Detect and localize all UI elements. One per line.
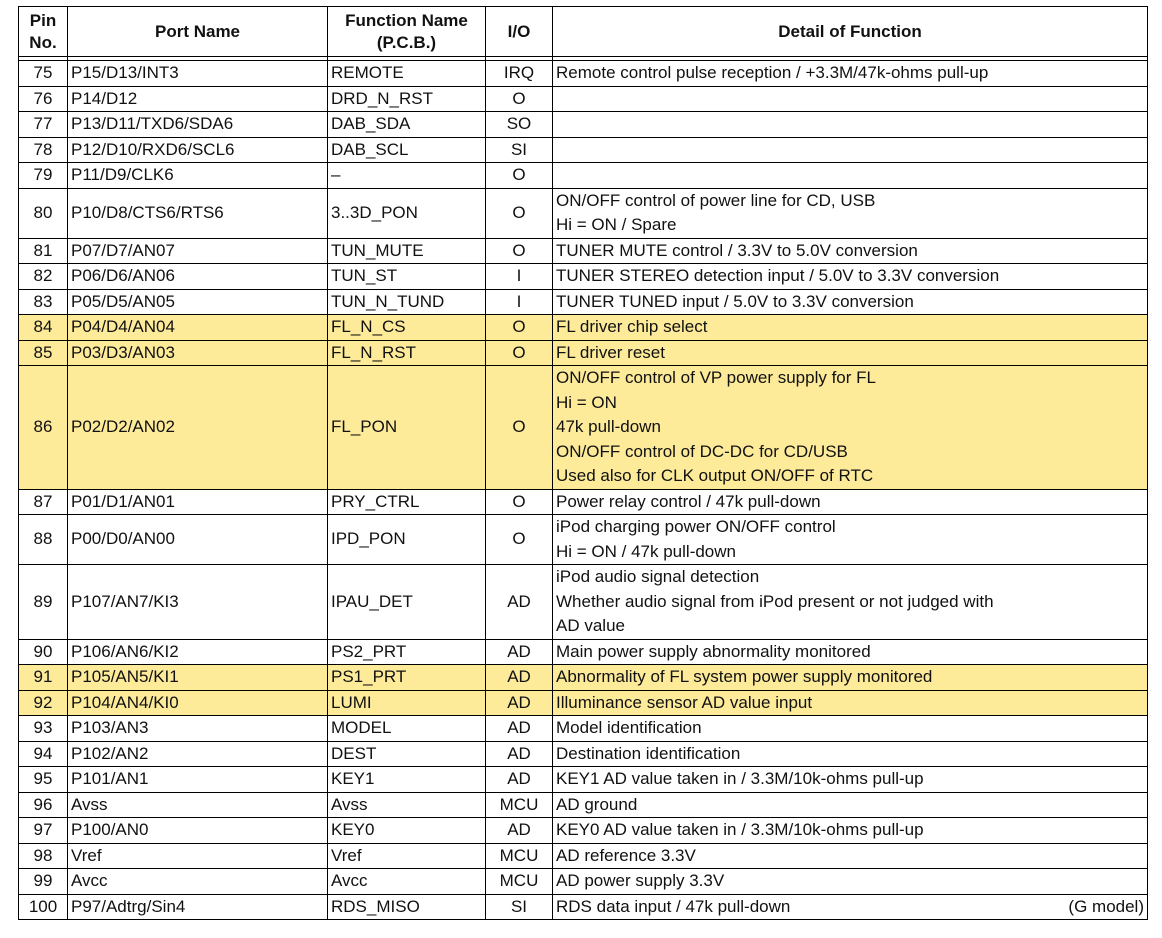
detail-line: Model identification [556,718,702,737]
pin-number-cell: 94 [19,741,68,767]
pin-number-cell: 86 [19,366,68,490]
function-name-cell: FL_PON [328,366,486,490]
detail-cell [553,565,1148,640]
header-function-name [328,7,486,57]
io-cell: MCU [486,869,553,895]
detail-line: TUNER TUNED input / 5.0V to 3.3V conversion [556,291,914,311]
port-name-cell: P11/D9/CLK6 [68,163,328,189]
detail-cell [553,112,1148,138]
port-name-cell: P13/D11/TXD6/SDA6 [68,112,328,138]
detail-cell [553,264,1148,290]
detail-line: Remote control pulse reception / +3.3M/47k-ohms pull-up [556,63,989,82]
io-cell: MCU [486,792,553,818]
port-name-cell: P97/Adtrg/Sin4 [68,894,328,920]
io-cell: MCU [486,843,553,869]
detail-cell [553,188,1148,238]
table-row [19,639,1148,665]
table-row [19,137,1148,163]
function-name-cell: RDS_MISO [328,894,486,920]
port-name-cell: Avss [68,792,328,818]
function-name-cell: Avss [328,792,486,818]
table-row [19,289,1148,315]
detail-cell [553,665,1148,691]
detail-cell [553,792,1148,818]
io-cell: SI [486,137,553,163]
table-body [19,57,1148,920]
table-row [19,515,1148,565]
detail-line: ON/OFF control of power line for CD, USB [556,190,876,210]
pin-number-cell: 88 [19,515,68,565]
function-name-cell: TUN_ST [328,264,486,290]
header-port-name: Port Name [68,7,328,57]
header-pin-line2: No. [29,32,57,52]
pin-number-cell: 77 [19,112,68,138]
detail-cell [553,137,1148,163]
port-name-cell: P12/D10/RXD6/SCL6 [68,137,328,163]
pin-number-cell: 99 [19,869,68,895]
table-row [19,163,1148,189]
function-name-cell: PRY_CTRL [328,489,486,515]
port-name-cell: P100/AN0 [68,818,328,844]
detail-line: Power relay control / 47k pull-down [556,491,821,511]
io-cell: O [486,366,553,490]
detail-line: AD reference 3.3V [556,845,696,865]
pin-number-cell: 80 [19,188,68,238]
port-name-cell: P03/D3/AN03 [68,340,328,366]
pin-number-cell: 97 [19,818,68,844]
function-name-cell: LUMI [328,690,486,716]
detail-line: Abnormality of FL system power supply monitored [556,667,933,686]
detail-line: TUNER STEREO detection input / 5.0V to 3.3V conversion [556,266,1000,285]
table-row [19,869,1148,895]
pin-number-cell: 96 [19,792,68,818]
table-row [19,340,1148,366]
port-name-cell: P106/AN6/KI2 [68,639,328,665]
function-name-cell: IPAU_DET [328,565,486,640]
detail-empty [556,138,1144,163]
detail-line: RDS data input / 47k pull-down [556,896,791,916]
table-row [19,61,1148,87]
detail-cell [553,767,1148,793]
table-row [19,716,1148,742]
function-name-cell: DEST [328,741,486,767]
header-pin-no [19,7,68,57]
table-row [19,489,1148,515]
io-cell: O [486,188,553,238]
function-name-cell: Avcc [328,869,486,895]
function-name-cell: Vref [328,843,486,869]
detail-cell [553,289,1148,315]
detail-empty [556,112,1144,137]
io-cell: SO [486,112,553,138]
io-cell: AD [486,665,553,691]
pin-number-cell: 98 [19,843,68,869]
detail-line: Main power supply abnormality monitored [556,641,871,661]
detail-cell [553,86,1148,112]
detail-line: iPod audio signal detection [556,567,760,586]
table-row [19,565,1148,640]
pin-number-cell: 92 [19,690,68,716]
port-name-cell: P06/D6/AN06 [68,264,328,290]
detail-line: Hi = ON / 47k pull-down [556,541,736,561]
table-row [19,188,1148,238]
header-io: I/O [486,7,553,57]
pin-number-cell: 89 [19,565,68,640]
detail-line: iPod charging power ON/OFF control [556,517,836,536]
pin-number-cell: 79 [19,163,68,189]
function-name-cell: DAB_SCL [328,137,486,163]
detail-cell [553,340,1148,366]
pin-number-cell: 83 [19,289,68,315]
detail-cell [553,489,1148,515]
detail-line: AD ground [556,794,638,814]
detail-cell [553,869,1148,895]
port-name-cell: Vref [68,843,328,869]
function-name-cell: FL_N_CS [328,315,486,341]
port-name-cell: P104/AN4/KI0 [68,690,328,716]
table-header [19,7,1148,57]
io-cell: O [486,315,553,341]
function-name-cell: – [328,163,486,189]
detail-line: Destination identification [556,743,741,763]
detail-cell [553,163,1148,189]
io-cell: AD [486,690,553,716]
pin-number-cell: 91 [19,665,68,691]
detail-line: FL driver chip select [556,317,708,336]
detail-cell [553,894,1148,920]
pin-number-cell: 93 [19,716,68,742]
io-cell: AD [486,818,553,844]
pin-number-cell: 78 [19,137,68,163]
function-name-cell: TUN_MUTE [328,238,486,264]
detail-cell [553,690,1148,716]
function-name-cell: PS2_PRT [328,639,486,665]
pin-function-table [18,6,1148,920]
table-row [19,767,1148,793]
pin-number-cell: 87 [19,489,68,515]
port-name-cell: P10/D8/CTS6/RTS6 [68,188,328,238]
function-name-cell: REMOTE [328,61,486,87]
io-cell: AD [486,565,553,640]
detail-line: Whether audio signal from iPod present or not judged with [556,591,994,611]
function-name-cell: PS1_PRT [328,665,486,691]
port-name-cell: P02/D2/AN02 [68,366,328,490]
function-name-cell: DAB_SDA [328,112,486,138]
table-row [19,366,1148,490]
port-name-cell: P105/AN5/KI1 [68,665,328,691]
port-name-cell: P01/D1/AN01 [68,489,328,515]
detail-line: Used also for CLK output ON/OFF of RTC [556,466,874,485]
function-name-cell: 3..3D_PON [328,188,486,238]
io-cell: I [486,264,553,290]
detail-line: Hi = ON [556,392,617,412]
detail-cell [553,315,1148,341]
io-cell: SI [486,894,553,920]
io-cell: AD [486,741,553,767]
detail-cell [553,515,1148,565]
io-cell: O [486,515,553,565]
table-row [19,792,1148,818]
pin-number-cell: 84 [19,315,68,341]
header-function-line2: (P.C.B.) [376,32,437,52]
port-name-cell: P04/D4/AN04 [68,315,328,341]
pin-number-cell: 81 [19,238,68,264]
port-name-cell: P15/D13/INT3 [68,61,328,87]
port-name-cell: P07/D7/AN07 [68,238,328,264]
detail-cell [553,716,1148,742]
detail-line: AD power supply 3.3V [556,871,725,890]
io-cell: O [486,163,553,189]
table-row [19,894,1148,920]
table-row [19,843,1148,869]
io-cell: I [486,289,553,315]
io-cell: IRQ [486,61,553,87]
table-row [19,818,1148,844]
function-name-cell: FL_N_RST [328,340,486,366]
pin-number-cell: 75 [19,61,68,87]
io-cell: O [486,238,553,264]
port-name-cell: P107/AN7/KI3 [68,565,328,640]
detail-line: KEY0 AD value taken in / 3.3M/10k-ohms pull-up [556,820,924,839]
table-row [19,690,1148,716]
detail-empty [556,163,1144,188]
port-name-cell: P14/D12 [68,86,328,112]
detail-line: 47k pull-down [556,417,661,436]
io-cell: AD [486,716,553,742]
function-name-cell: DRD_N_RST [328,86,486,112]
port-name-cell: P101/AN1 [68,767,328,793]
detail-line: ON/OFF control of VP power supply for FL [556,368,876,387]
io-cell: O [486,489,553,515]
detail-line: Hi = ON / Spare [556,215,677,234]
detail-line: KEY1 AD value taken in / 3.3M/10k-ohms pull-up [556,769,924,788]
detail-line: Illuminance sensor AD value input [556,692,813,712]
table-row [19,112,1148,138]
table-row [19,86,1148,112]
pin-number-cell: 82 [19,264,68,290]
table-row [19,665,1148,691]
detail-cell [553,366,1148,490]
header-function-line1: Function Name [345,10,468,30]
detail-cell [553,639,1148,665]
detail-line: TUNER MUTE control / 3.3V to 5.0V conversion [556,240,918,260]
pin-number-cell: 76 [19,86,68,112]
function-name-cell: MODEL [328,716,486,742]
pin-number-cell: 90 [19,639,68,665]
table-row [19,238,1148,264]
function-name-cell: KEY0 [328,818,486,844]
detail-line: AD value [556,616,625,635]
detail-note: (G model) [1068,896,1144,916]
header-row [19,7,1148,57]
function-name-cell: TUN_N_TUND [328,289,486,315]
detail-line: FL driver reset [556,342,665,362]
detail-line: ON/OFF control of DC-DC for CD/USB [556,441,848,461]
io-cell: AD [486,767,553,793]
header-pin-line1: Pin [29,10,57,30]
io-cell: O [486,340,553,366]
port-name-cell: Avcc [68,869,328,895]
pin-number-cell: 100 [19,894,68,920]
detail-cell [553,843,1148,869]
io-cell: AD [486,639,553,665]
table-row [19,264,1148,290]
port-name-cell: P102/AN2 [68,741,328,767]
function-name-cell: IPD_PON [328,515,486,565]
pin-number-cell: 95 [19,767,68,793]
io-cell: O [486,86,553,112]
detail-cell [553,741,1148,767]
header-detail: Detail of Function [553,7,1148,57]
port-name-cell: P00/D0/AN00 [68,515,328,565]
detail-cell [553,238,1148,264]
table-row [19,741,1148,767]
detail-cell [553,818,1148,844]
port-name-cell: P05/D5/AN05 [68,289,328,315]
pin-number-cell: 85 [19,340,68,366]
table-row [19,315,1148,341]
detail-cell [553,61,1148,87]
detail-empty [556,87,1144,112]
function-name-cell: KEY1 [328,767,486,793]
port-name-cell: P103/AN3 [68,716,328,742]
